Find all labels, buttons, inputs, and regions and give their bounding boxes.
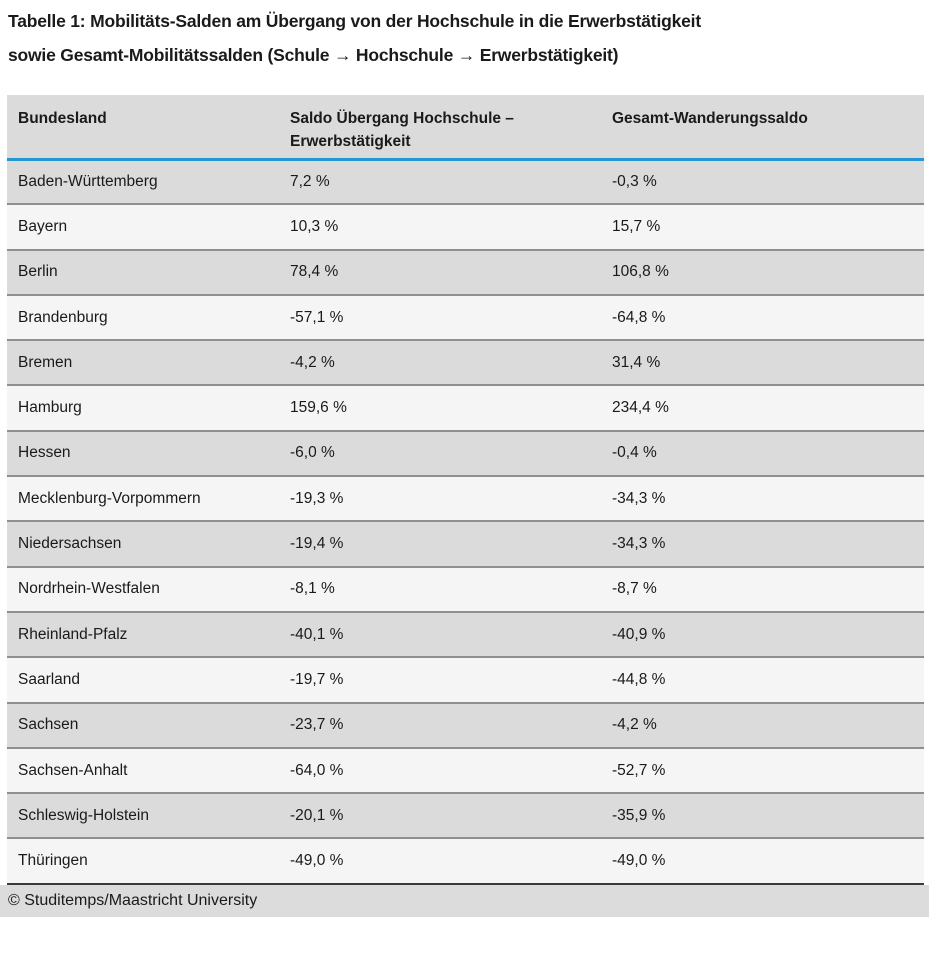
cell-bundesland: Thüringen: [7, 838, 279, 883]
column-header-bundesland: Bundesland: [7, 95, 279, 159]
cell-saldo-hochschule: -19,3 %: [279, 476, 601, 521]
cell-bundesland: Nordrhein-Westfalen: [7, 567, 279, 612]
cell-bundesland: Sachsen: [7, 703, 279, 748]
table-title: [0, 0, 929, 95]
cell-saldo-hochschule: -40,1 %: [279, 612, 601, 657]
table-row: [7, 431, 924, 476]
table-row: [7, 295, 924, 340]
table-row: [7, 159, 924, 204]
cell-gesamt-saldo: -40,9 %: [601, 612, 924, 657]
mobility-table: [7, 95, 924, 885]
cell-saldo-hochschule: -4,2 %: [279, 340, 601, 385]
cell-gesamt-saldo: -44,8 %: [601, 657, 924, 702]
cell-gesamt-saldo: -64,8 %: [601, 295, 924, 340]
cell-gesamt-saldo: 106,8 %: [601, 250, 924, 295]
cell-bundesland: Saarland: [7, 657, 279, 702]
header-row: [7, 95, 924, 159]
table-body: [7, 159, 924, 884]
table-row: [7, 567, 924, 612]
cell-gesamt-saldo: 234,4 %: [601, 385, 924, 430]
cell-bundesland: Bayern: [7, 204, 279, 249]
table-row: [7, 250, 924, 295]
cell-gesamt-saldo: -0,3 %: [601, 159, 924, 204]
cell-bundesland: Bremen: [7, 340, 279, 385]
table-row: [7, 703, 924, 748]
cell-saldo-hochschule: 10,3 %: [279, 204, 601, 249]
source-credit-text: © Studitemps/Maastricht University: [8, 891, 258, 909]
cell-gesamt-saldo: -8,7 %: [601, 567, 924, 612]
cell-bundesland: Brandenburg: [7, 295, 279, 340]
cell-bundesland: Mecklenburg-Vorpommern: [7, 476, 279, 521]
table-title-line2: sowie Gesamt-Mobilitätssalden (Schule → Hochschule → Erwerbstätigkeit): [8, 45, 619, 65]
cell-gesamt-saldo: -52,7 %: [601, 748, 924, 793]
table-row: [7, 204, 924, 249]
cell-bundesland: Niedersachsen: [7, 521, 279, 566]
cell-bundesland: Rheinland-Pfalz: [7, 612, 279, 657]
table-row: [7, 612, 924, 657]
table-title-line1: Tabelle 1: Mobilitäts-Salden am Übergang von der Hochschule in die Erwerbstätigkeit: [8, 11, 701, 31]
table-row: [7, 476, 924, 521]
cell-gesamt-saldo: -0,4 %: [601, 431, 924, 476]
cell-saldo-hochschule: -49,0 %: [279, 838, 601, 883]
cell-saldo-hochschule: -23,7 %: [279, 703, 601, 748]
table-header: [7, 95, 924, 159]
cell-gesamt-saldo: -4,2 %: [601, 703, 924, 748]
cell-gesamt-saldo: -34,3 %: [601, 521, 924, 566]
column-header-saldo-hochschule: Saldo Übergang Hochschule – Erwerbstätigkeit: [279, 95, 601, 159]
cell-saldo-hochschule: 7,2 %: [279, 159, 601, 204]
cell-saldo-hochschule: -19,7 %: [279, 657, 601, 702]
cell-gesamt-saldo: -49,0 %: [601, 838, 924, 883]
table-row: [7, 838, 924, 883]
table-row: [7, 657, 924, 702]
column-header-gesamt-wanderungssaldo: Gesamt-Wanderungssaldo: [601, 95, 924, 159]
table-row: [7, 748, 924, 793]
table-row: [7, 340, 924, 385]
cell-saldo-hochschule: -20,1 %: [279, 793, 601, 838]
cell-bundesland: Baden-Württemberg: [7, 159, 279, 204]
cell-gesamt-saldo: 15,7 %: [601, 204, 924, 249]
cell-bundesland: Hessen: [7, 431, 279, 476]
source-credit-bar: [0, 885, 929, 917]
cell-bundesland: Schleswig-Holstein: [7, 793, 279, 838]
cell-gesamt-saldo: -35,9 %: [601, 793, 924, 838]
cell-saldo-hochschule: -6,0 %: [279, 431, 601, 476]
cell-bundesland: Berlin: [7, 250, 279, 295]
cell-gesamt-saldo: -34,3 %: [601, 476, 924, 521]
cell-saldo-hochschule: -19,4 %: [279, 521, 601, 566]
table-row: [7, 793, 924, 838]
cell-saldo-hochschule: -8,1 %: [279, 567, 601, 612]
cell-bundesland: Sachsen-Anhalt: [7, 748, 279, 793]
mobility-table-container: [7, 95, 924, 885]
cell-saldo-hochschule: 78,4 %: [279, 250, 601, 295]
cell-saldo-hochschule: -57,1 %: [279, 295, 601, 340]
table-row: [7, 521, 924, 566]
table-row: [7, 385, 924, 430]
cell-saldo-hochschule: -64,0 %: [279, 748, 601, 793]
cell-gesamt-saldo: 31,4 %: [601, 340, 924, 385]
cell-bundesland: Hamburg: [7, 385, 279, 430]
cell-saldo-hochschule: 159,6 %: [279, 385, 601, 430]
